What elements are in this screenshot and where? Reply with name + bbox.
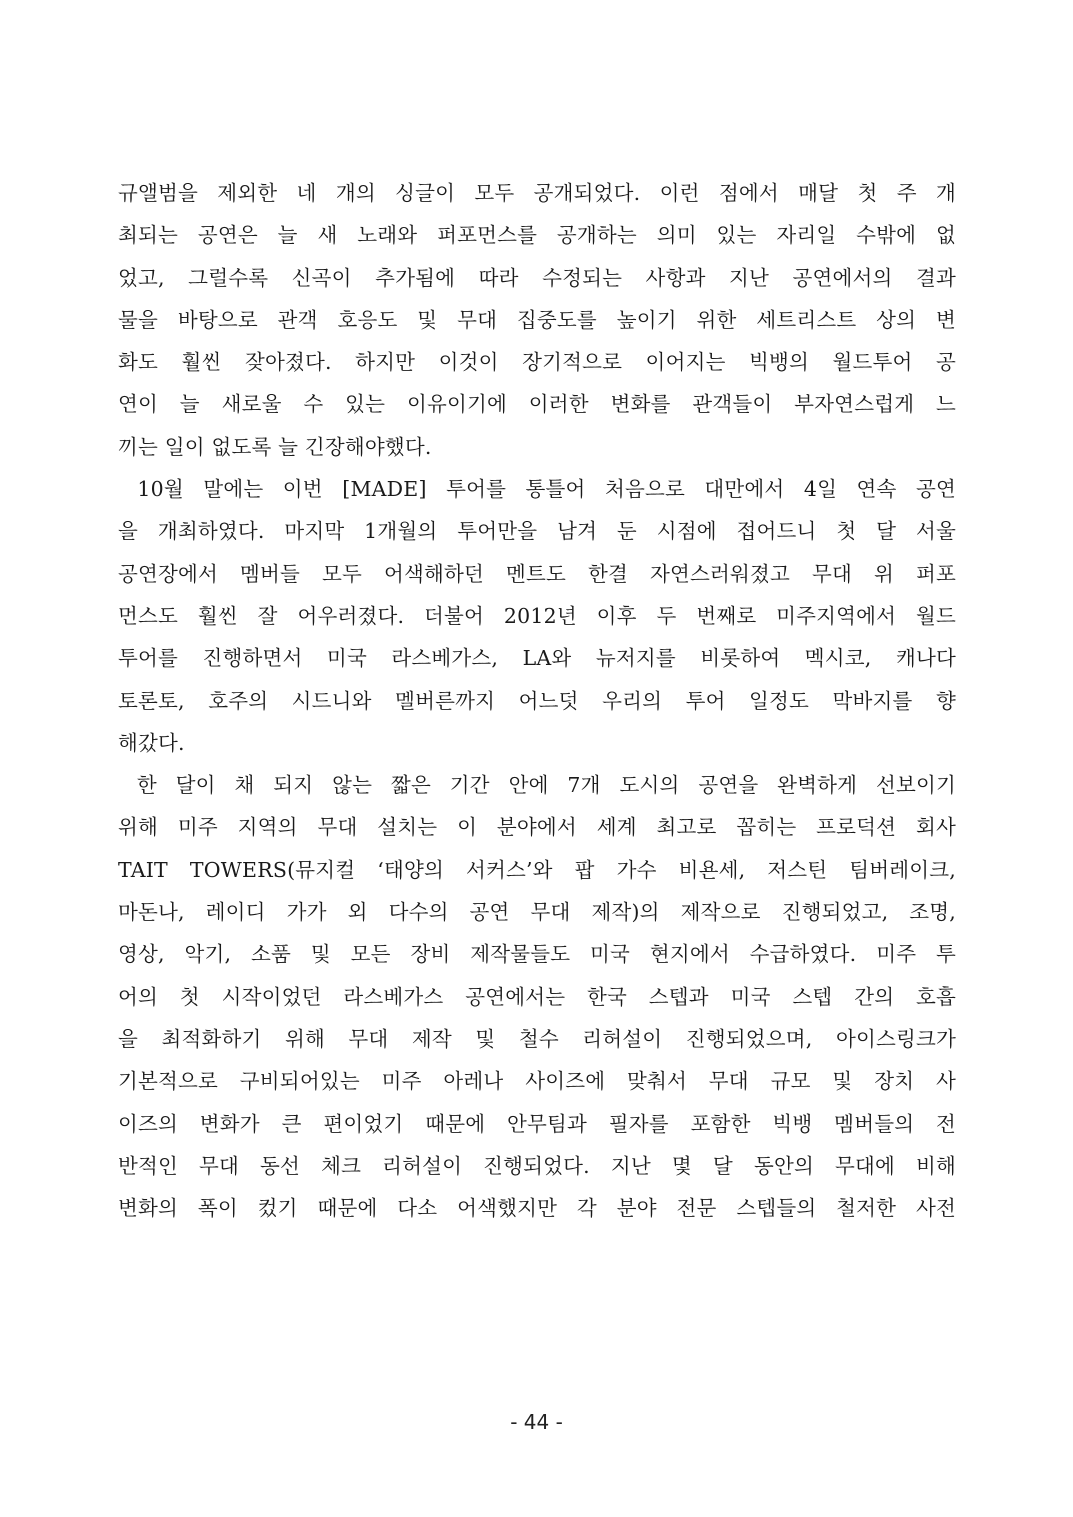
text-line: 물을 바탕으로 관객 호응도 및 무대 집중도를 높이기 위한 세트리스트 상의 변 xyxy=(118,307,956,332)
text-line: 을 개최하였다. 마지막 1개월의 투어만을 남겨 둔 시점에 접어드니 첫 달 서울 xyxy=(118,519,956,544)
text-line: 반적인 무대 동선 체크 리허설이 진행되었다. 지난 몇 달 동안의 무대에 비해 xyxy=(118,1153,956,1178)
text-line: 규앨범을 제외한 네 개의 싱글이 모두 공개되었다. 이런 점에서 매달 첫 주 개 xyxy=(118,181,956,205)
paragraph xyxy=(118,764,956,1229)
text-line: 최되는 공연은 늘 새 노래와 퍼포먼스를 공개하는 의미 있는 자리일 수밖에 없 xyxy=(118,223,956,248)
text-line: 변화의 폭이 컸기 때문에 다소 어색했지만 각 분야 전문 스텝들의 철저한 사전 xyxy=(118,1196,956,1221)
text-line: 끼는 일이 없도록 늘 긴장해야했다. xyxy=(118,434,432,459)
text-line: 먼스도 훨씬 잘 어우러졌다. 더불어 2012년 이후 두 번째로 미주지역에서 월드 xyxy=(118,603,956,628)
text-line: 을 최적화하기 위해 무대 제작 및 철수 리허설이 진행되었으며, 아이스링크가 xyxy=(118,1026,956,1051)
text-line: 기본적으로 구비되어있는 미주 아레나 사이즈에 맞춰서 무대 규모 및 장치 사 xyxy=(118,1069,956,1094)
text-line: 화도 훨씬 잦아졌다. 하지만 이것이 장기적으로 이어지는 빅뱅의 월드투어 공 xyxy=(118,350,956,375)
paragraph xyxy=(118,468,956,764)
text-line: 마돈나, 레이디 가가 외 다수의 공연 무대 제작)의 제작으로 진행되었고, 조명, xyxy=(118,900,956,925)
text-line: 공연장에서 멤버들 모두 어색해하던 멘트도 한결 자연스러워졌고 무대 위 퍼포 xyxy=(118,561,956,586)
text-line: 해갔다. xyxy=(118,730,185,755)
text-line: 연이 늘 새로울 수 있는 이유이기에 이러한 변화를 관객들이 부자연스럽게 느 xyxy=(118,392,956,417)
text-line: 10월 말에는 이번 [MADE] 투어를 통틀어 처음으로 대만에서 4일 연속 공연 xyxy=(118,477,956,502)
text-line: 토론토, 호주의 시드니와 멜버른까지 어느덧 우리의 투어 일정도 막바지를 향 xyxy=(118,688,956,713)
text-line: 한 달이 채 되지 않는 짧은 기간 안에 7개 도시의 공연을 완벽하게 선보이기 xyxy=(118,773,956,798)
text-line: 투어를 진행하면서 미국 라스베가스, LA와 뉴저지를 비롯하여 멕시코, 캐나다 xyxy=(118,646,956,671)
text-line: 영상, 악기, 소품 및 모든 장비 제작물들도 미국 현지에서 수급하였다. 미주 투 xyxy=(118,942,956,967)
paragraph xyxy=(118,172,956,468)
body-text xyxy=(118,172,956,1229)
text-line: TAIT TOWERS(뮤지컬 ‘태양의 서커스’와 팝 가수 비욘세, 저스틴 팀버레이크, xyxy=(118,857,956,882)
text-line: 었고, 그럴수록 신곡이 추가됨에 따라 수정되는 사항과 지난 공연에서의 결과 xyxy=(118,265,956,290)
text-line: 위해 미주 지역의 무대 설치는 이 분야에서 세계 최고로 꼽히는 프로덕션 회사 xyxy=(118,815,956,840)
page-number: - 44 - xyxy=(510,1410,563,1434)
text-line: 어의 첫 시작이었던 라스베가스 공연에서는 한국 스텝과 미국 스텝 간의 호흡 xyxy=(118,984,956,1009)
text-line: 이즈의 변화가 큰 편이었기 때문에 안무팀과 필자를 포함한 빅뱅 멤버들의 전 xyxy=(118,1111,956,1136)
